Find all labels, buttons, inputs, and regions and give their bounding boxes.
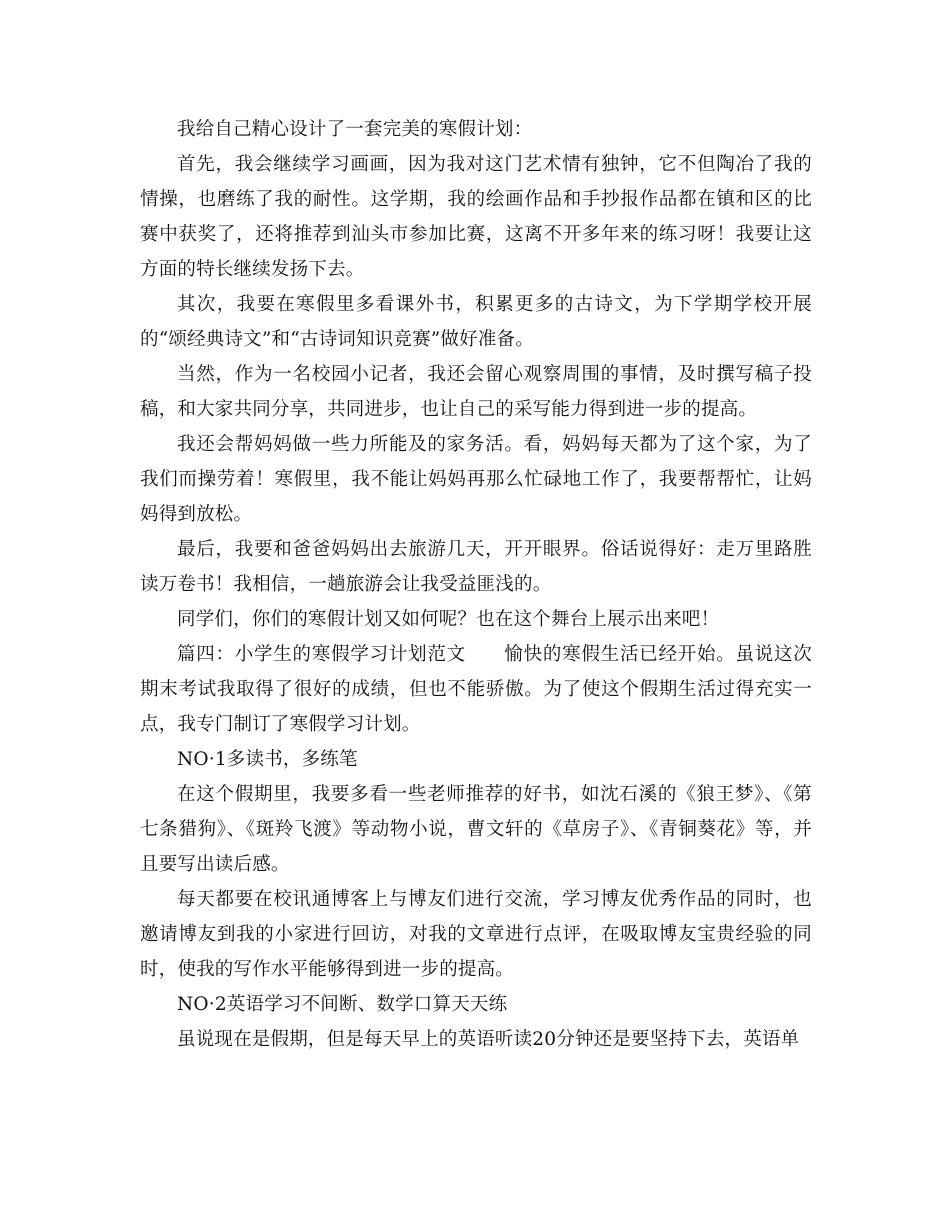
paragraph-section-four: 篇四：小学生的寒假学习计划范文 愉快的寒假生活已经开始。虽说这次期末考试我取得了很好的成绩，但也不能骄傲。为了使这个假期生活过得充实一点，我专门制订了寒假学习计划。 — [140, 644, 812, 735]
paragraph-books: 在这个假期里，我要多看一些老师推荐的好书，如沈石溪的《狼王梦》、《第七条猎狗》、《斑羚飞渡》等动物小说，曹文轩的《草房子》、《青铜葵花》等，并且要写出读后感。 — [140, 784, 812, 875]
paragraph-reading: 其次，我要在寒假里多看课外书，积累更多的古诗文，为下学期学校开展的“颂经典诗文”和“古诗词知识竞赛”做好准备。 — [140, 294, 812, 350]
heading-no1: NO·1多读书，多练笔 — [177, 749, 358, 770]
paragraph-reporter: 当然，作为一名校园小记者，我还会留心观察周围的事情，及时撰写稿子投稿，和大家共同分享，共同进步，也让自己的采写能力得到进一步的提高。 — [140, 364, 812, 420]
paragraph-intro: 我给自己精心设计了一套完美的寒假计划： — [177, 119, 533, 140]
paragraph-blog: 每天都要在校讯通博客上与博友们进行交流，学习博友优秀作品的同时，也邀请博友到我的小家进行回访，对我的文章进行点评，在吸取博友宝贵经验的同时，使我的写作水平能够得到进一步的提高。 — [140, 889, 812, 980]
paragraph-closing: 同学们，你们的寒假计划又如何呢？也在这个舞台上展示出来吧！ — [177, 609, 720, 630]
paragraph-english: 虽说现在是假期，但是每天早上的英语听读20分钟还是要坚持下去，英语单 — [177, 1029, 800, 1050]
paragraph-travel: 最后，我要和爸爸妈妈出去旅游几天，开开眼界。俗话说得好：走万里路胜读万卷书！我相信，一趟旅游会让我受益匪浅的。 — [140, 539, 812, 595]
heading-no2: NO·2英语学习不间断、数学口算天天练 — [177, 994, 508, 1015]
document-page — [140, 112, 812, 1057]
paragraph-painting: 首先，我会继续学习画画，因为我对这门艺术情有独钟，它不但陶冶了我的情操，也磨练了我的耐性。这学期，我的绘画作品和手抄报作品都在镇和区的比赛中获奖了，还将推荐到汕头市参加比赛，这离不开多年来的练习呀！我要让这方面的特长继续发扬下去。 — [140, 154, 812, 280]
paragraph-housework: 我还会帮妈妈做一些力所能及的家务活。看，妈妈每天都为了这个家，为了我们而操劳着！寒假里，我不能让妈妈再那么忙碌地工作了，我要帮帮忙，让妈妈得到放松。 — [140, 434, 812, 525]
